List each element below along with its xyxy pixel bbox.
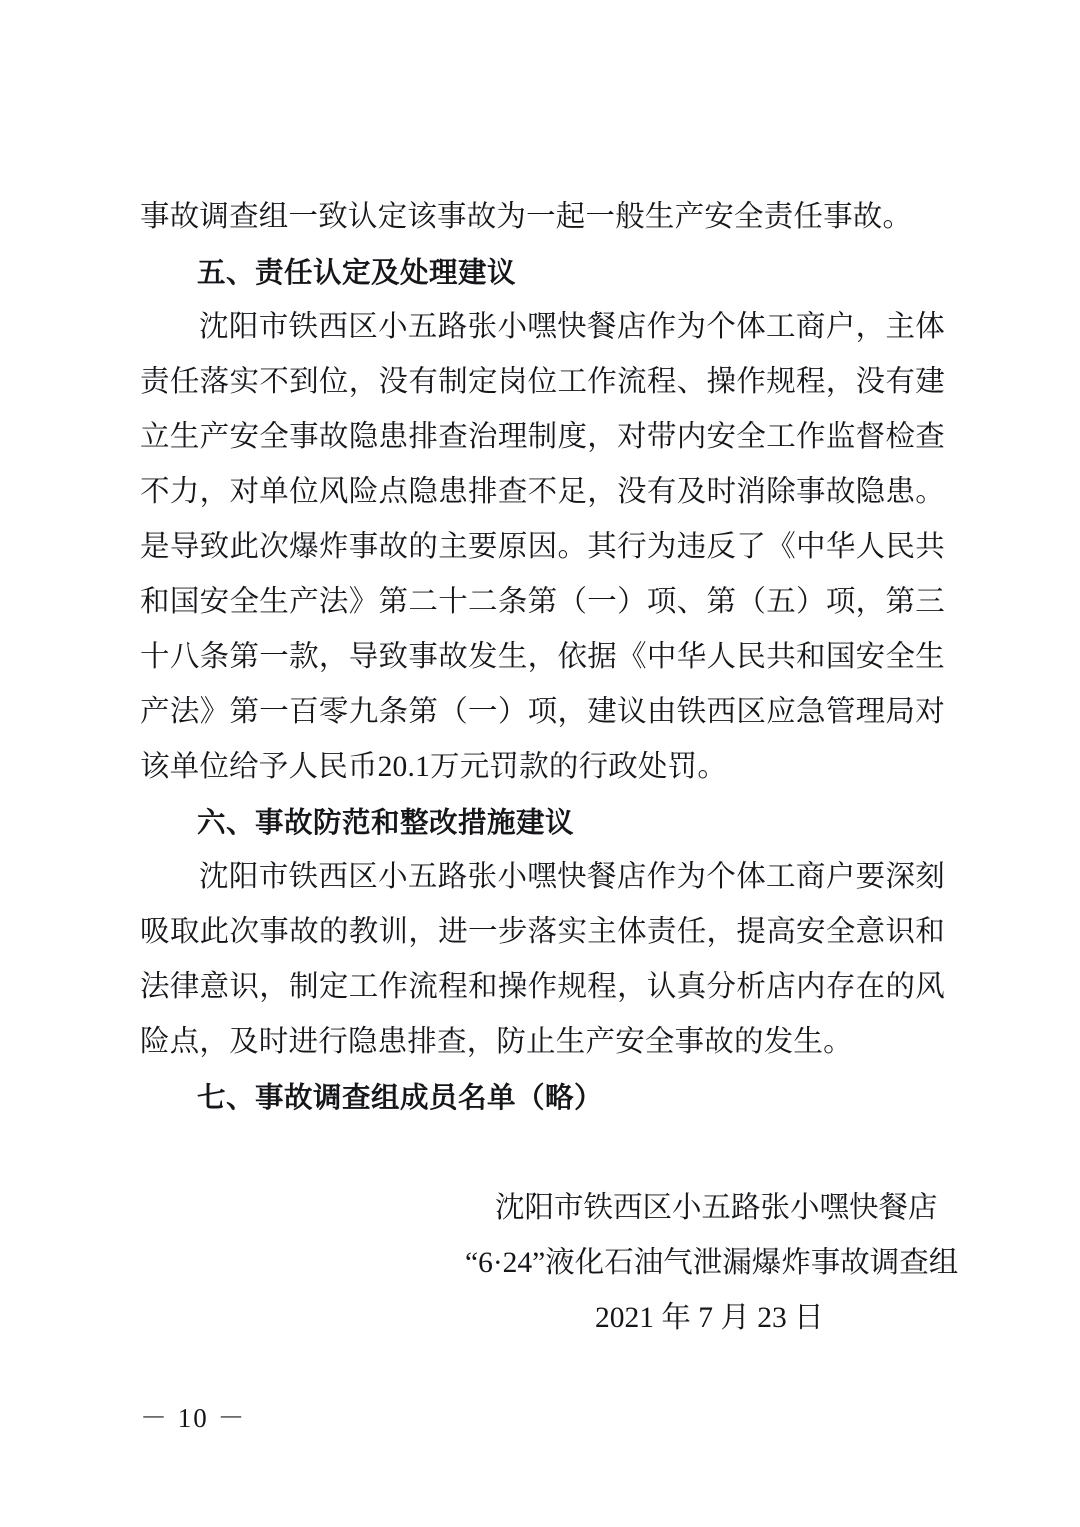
paragraph-section-six: 沈阳市铁西区小五路张小嘿快餐店作为个体工商户要深刻吸取此次事故的教训，进一步落实主体责任，提高安全意识和法律意识，制定工作流程和操作规程，认真分析店内存在的风险点，及时进行隐患排查，防止生产安全事故的发生。 bbox=[140, 861, 945, 1058]
page-number: － 10 － bbox=[140, 1403, 247, 1433]
paragraph-conclusion: 事故调查组一致认定该事故为一起一般生产安全责任事故。 bbox=[140, 201, 913, 233]
signature-block bbox=[140, 1181, 959, 1346]
heading-section-seven: 七、事故调查组成员名单（略） bbox=[197, 1081, 604, 1114]
paragraph-section-five: 沈阳市铁西区小五路张小嘿快餐店作为个体工商户，主体责任落实不到位，没有制定岗位工作流程、操作规程，没有建立生产安全事故隐患排查治理制度，对带内安全工作监督检查不力，对单位风险点隐患排查不足，没有及时消除事故隐患。是导致此次爆炸事故的主要原因。其行为违反了《中华人民共和国安全生产法》第二十二条第（一）项、第（五）项，第三十八条第一款，导致事故发生，依据《中华人民共和国安全生产法》第一百零九条第（一）项，建议由铁西区应急管理局对该单位给予人民币20.1万元罚款的行政处罚。 bbox=[140, 311, 945, 783]
signature-organization: 沈阳市铁西区小五路张小嘿快餐店 bbox=[495, 1192, 938, 1224]
signature-investigation-group: “6·24”液化石油气泄漏爆炸事故调查组 bbox=[465, 1247, 959, 1279]
heading-section-six: 六、事故防范和整改措施建议 bbox=[197, 806, 575, 839]
signature-date: 2021 年 7 月 23 日 bbox=[595, 1302, 824, 1334]
heading-section-five: 五、责任认定及处理建议 bbox=[197, 256, 517, 289]
